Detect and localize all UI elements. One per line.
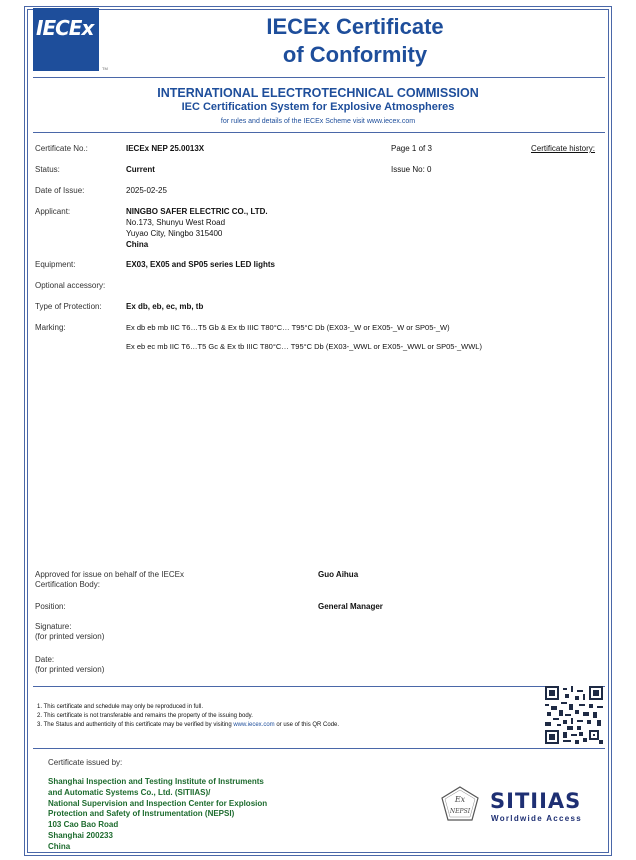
note-3 <box>37 722 339 728</box>
notes-divider <box>33 686 605 687</box>
marking-label: Marking: <box>35 323 66 332</box>
equipment-value: EX03, EX05 and SP05 series LED lights <box>126 260 275 269</box>
section-divider-top <box>33 132 605 133</box>
commission-name: INTERNATIONAL ELECTROTECHNICAL COMMISSION <box>157 86 479 100</box>
position-value: General Manager <box>318 602 383 611</box>
approver-name: Guo Aihua <box>318 570 359 579</box>
certificate-number-label: Certificate No.: <box>35 144 88 153</box>
iecex-link[interactable]: www.iecex.com <box>366 118 416 125</box>
date-note: (for printed version) <box>35 665 105 674</box>
equipment-label: Equipment: <box>35 260 76 269</box>
certificate-history-link[interactable]: Certificate history: <box>531 144 596 153</box>
page-number: Page 1 of 3 <box>391 144 432 153</box>
iecex-logo-text: IECEx <box>36 16 94 40</box>
applicant-address-1: No.173, Shunyu West Road <box>126 218 226 227</box>
position-label: Position: <box>35 602 66 611</box>
sitiias-logo: SITIIAS <box>490 789 582 813</box>
marking-line-1: Ex db eb mb IIC T6…T5 Gb & Ex tb IIIC T80°C… T95°C Db (EX03-_W or EX05-_W or SP05-_W) <box>126 323 450 332</box>
nepsi-logo <box>440 786 480 822</box>
type-of-protection: Ex db, eb, ec, mb, tb <box>126 302 204 311</box>
issuer-line-4: Protection and Safety of Instrumentation (NEPSI) <box>48 809 235 819</box>
signature-note: (for printed version) <box>35 632 105 641</box>
applicant-address-2: Yuyao City, Ningbo 315400 <box>126 229 223 238</box>
applicant-name: NINGBO SAFER ELECTRIC CO., LTD. <box>126 207 268 216</box>
applicant-country: China <box>126 240 149 249</box>
signature-label: Signature: <box>35 622 72 631</box>
system-name: IEC Certification System for Explosive Atmospheres <box>181 101 455 113</box>
issuer-line-6: Shanghai 200233 <box>48 830 113 840</box>
sitiias-tagline: Worldwide Access <box>491 814 583 823</box>
title-line-2: of Conformity <box>282 42 428 67</box>
optional-accessory-label: Optional accessory: <box>35 281 106 290</box>
qr-code[interactable] <box>545 686 603 744</box>
nepsi-ex-text: Ex <box>454 795 466 804</box>
certificate-number: IECEx NEP 25.0013X <box>126 144 205 153</box>
status-label: Status: <box>35 165 60 174</box>
issuer-line-7: China <box>48 841 71 851</box>
issued-by-label: Certificate issued by: <box>48 758 123 767</box>
note-3-prefix: 3. The Status and authenticity of this certificate may be verified by visiting <box>37 722 232 728</box>
note-1: 1. This certificate and schedule may only be reproduced in full. <box>37 704 203 710</box>
issue-number: Issue No: 0 <box>391 165 432 174</box>
applicant-label: Applicant: <box>35 207 71 216</box>
rules-note <box>40 118 596 125</box>
approved-label-2: Certification Body: <box>35 580 100 589</box>
header-divider <box>33 77 605 78</box>
note-3-link[interactable]: www.iecex.com <box>233 722 275 728</box>
issuer-line-5: 103 Cao Bao Road <box>48 820 119 830</box>
note-3-suffix: or use of this QR Code. <box>276 722 340 728</box>
date-label: Date: <box>35 655 55 664</box>
title-line-1: IECEx Certificate <box>266 14 444 39</box>
rules-prefix: for rules and details of the IECEx Scheme visit <box>220 118 365 125</box>
trademark-mark: TM <box>102 66 108 71</box>
marking-line-2: Ex eb ec mb IIC T6…T5 Gc & Ex tb IIIC T80°C… T95°C Db (EX03-_WWL or EX05-_WWL or SP05-_WWL) <box>126 342 482 351</box>
issuer-line-3: National Supervision and Inspection Center for Explosion <box>48 798 268 808</box>
approved-label-1: Approved for issue on behalf of the IECEx <box>35 570 184 579</box>
issuer-divider <box>33 748 605 749</box>
note-2: 2. This certificate is not transferable and remains the property of the issuing body. <box>37 713 253 719</box>
nepsi-text: NEPSI <box>449 808 471 815</box>
issuer-line-1: Shanghai Inspection and Testing Institute of Instruments <box>48 777 264 786</box>
issuer-block <box>48 777 267 853</box>
issuer-line-2: and Automatic Systems Co., Ltd. (SITIIAS)/ <box>48 787 211 797</box>
type-of-protection-label: Type of Protection: <box>35 302 102 311</box>
date-of-issue: 2025-02-25 <box>126 186 167 195</box>
status-value: Current <box>126 165 155 174</box>
date-of-issue-label: Date of Issue: <box>35 186 85 195</box>
